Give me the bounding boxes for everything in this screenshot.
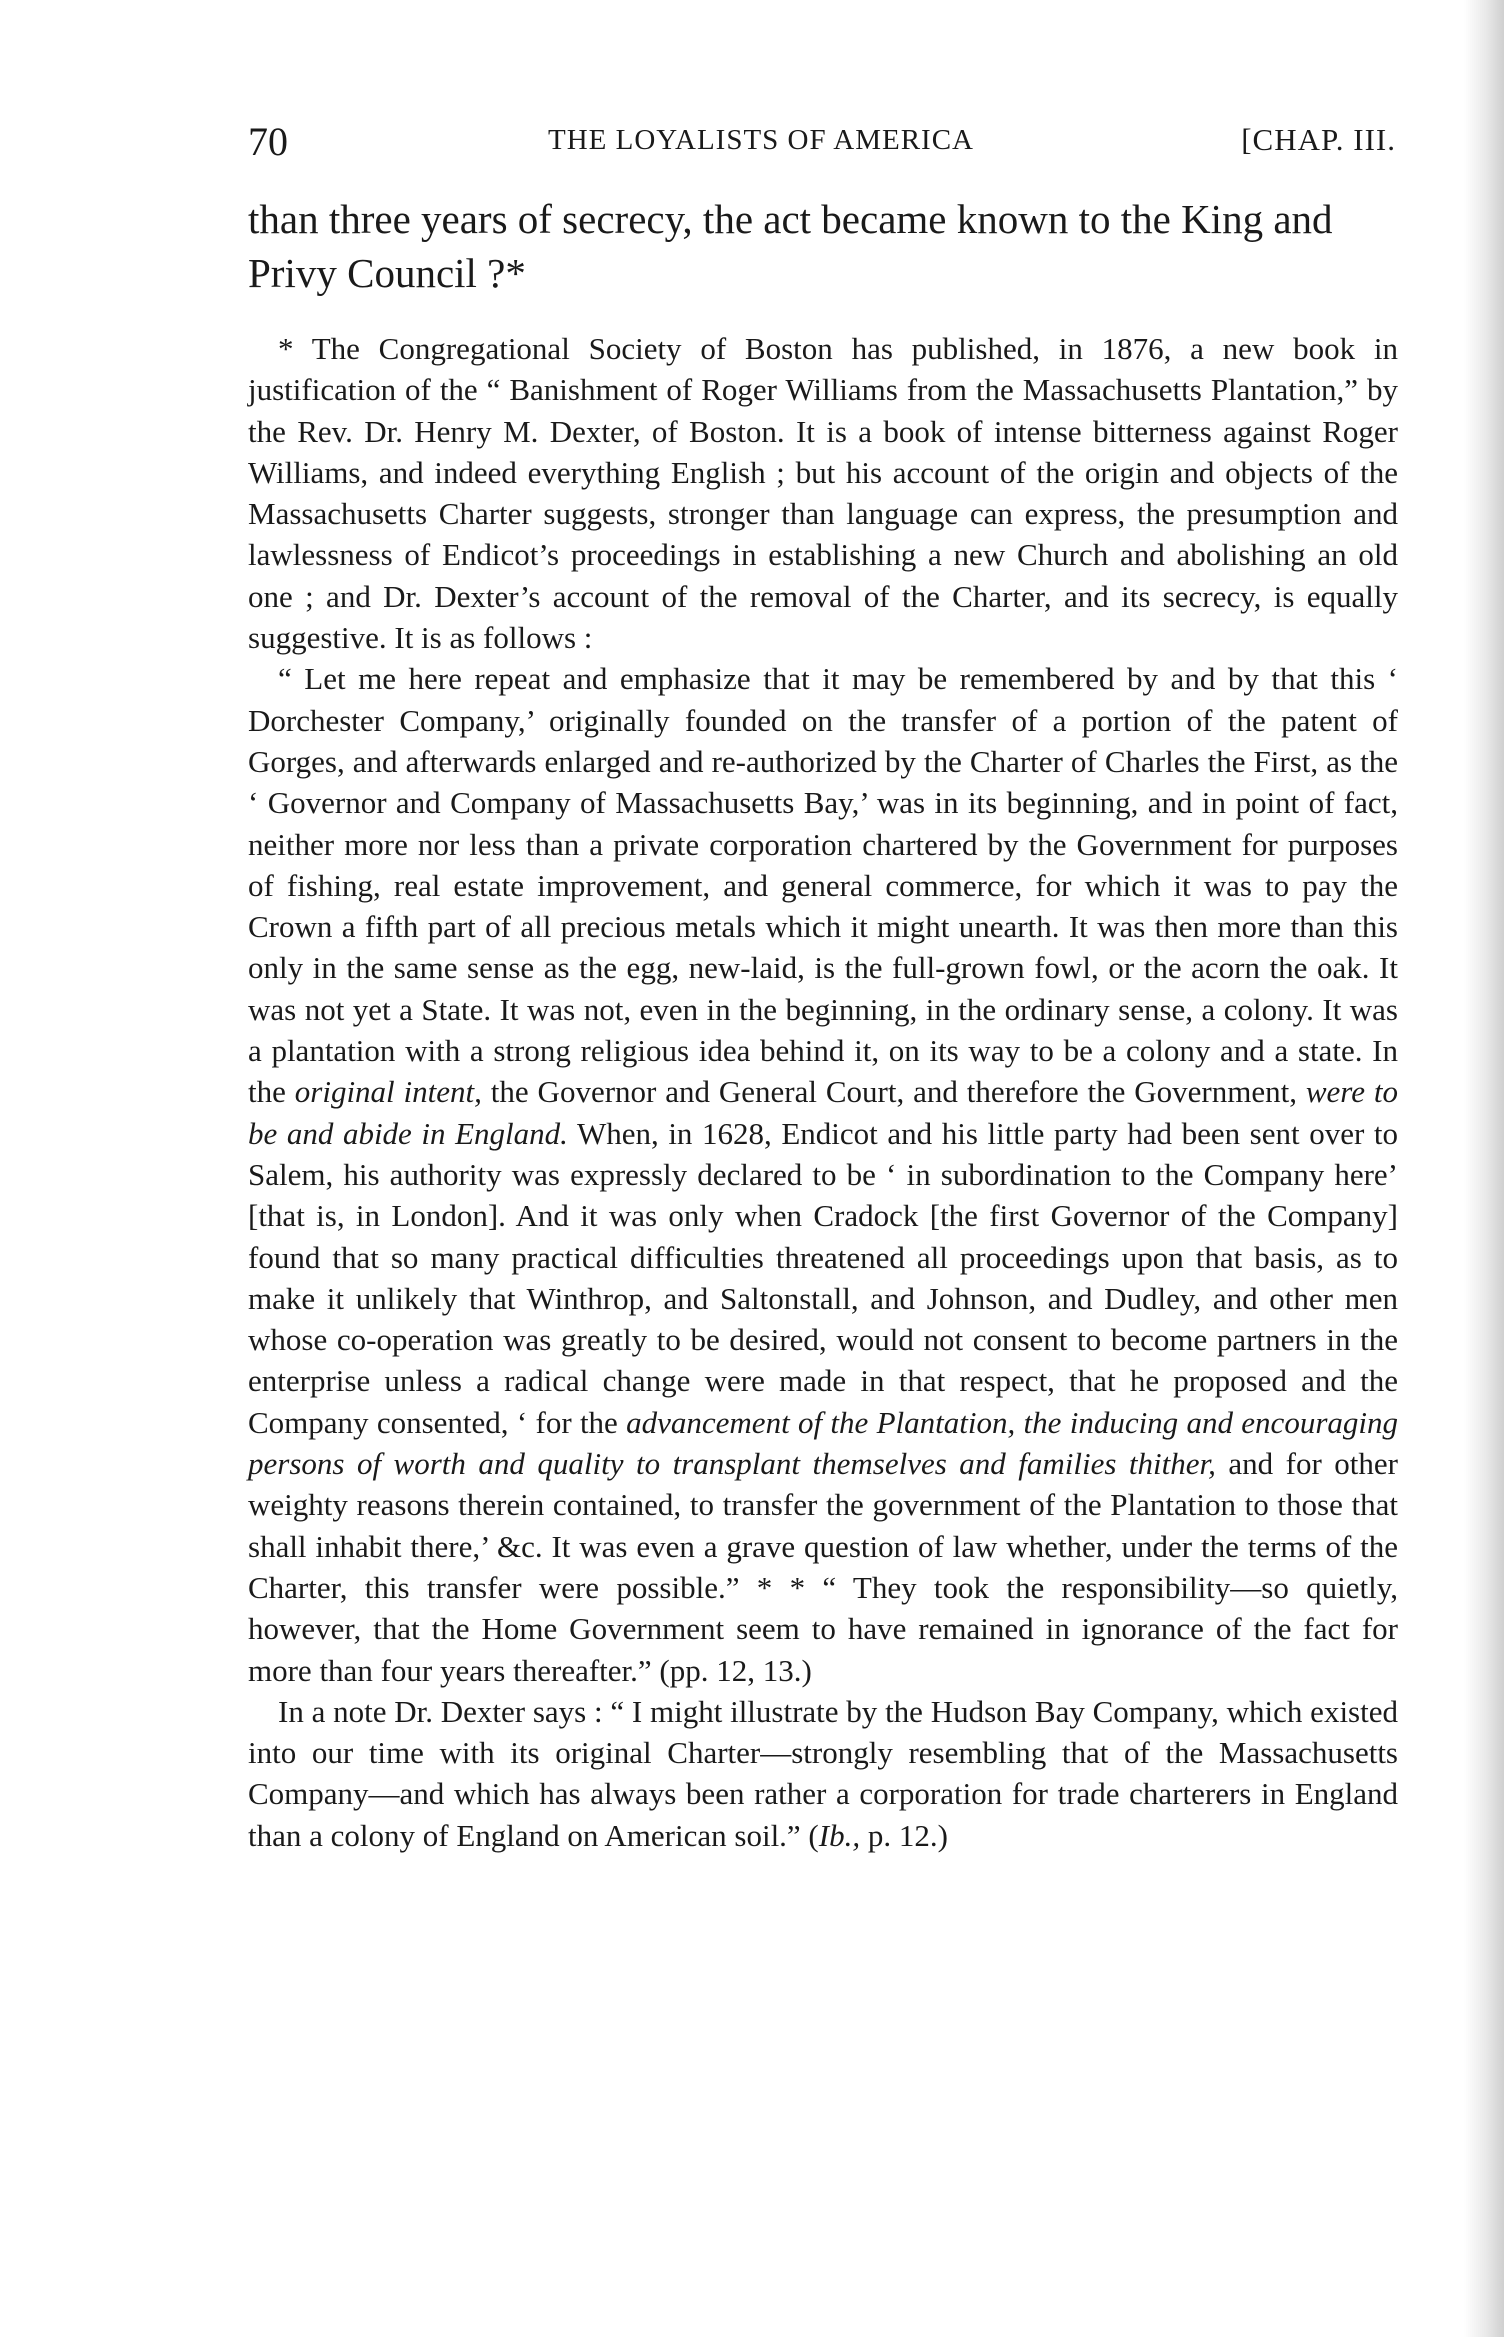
closing-text-1: In a note Dr. Dexter says : “ I might illustrate by the Hudson Bay Company, which existed into our time with its original Charter—strongly resembling that of the Massachusetts Company—and which has always been rather a corporation for trade charterers in England than a colony of England on American soil.” (	[248, 1693, 1398, 1853]
quote-text-4: and for other weighty reasons therein contained, to transfer the government of the Plantation to those that shall inhabit there,’ &c. It was even a grave question of law whether, under the terms of the Charter, this transfer were possible.” * * “ They took the responsibility—so quietly, however, that the Home Government seem to have remained in ignorance of the fact for more than four years thereafter.” (pp. 12, 13.)	[248, 1446, 1398, 1688]
quote-italic-1: original intent,	[294, 1074, 482, 1110]
quote-text-2: the Governor and General Court, and therefore the Government,	[481, 1074, 1306, 1110]
body-text-continuation: than three years of secrecy, the act became known to the King and Privy Council ?*	[248, 196, 1333, 296]
running-title: THE LOYALISTS OF AMERICA	[548, 124, 974, 156]
closing-text-2: p. 12.)	[860, 1817, 948, 1853]
quote-italic-3: advancement of the Plantation, the inducing and encouraging persons of worth and quality to transplant themselves and families thither,	[248, 1404, 1398, 1482]
chapter-label: [CHAP. III.	[1241, 122, 1396, 157]
quote-italic-2: were to be and abide in England.	[248, 1074, 1398, 1151]
footnote-intro: * The Congregational Society of Boston has published, in 1876, a new book in justification of the “ Banishment of Roger Williams from the Massachusetts Plantation,” by the Rev. Dr. Henry M. Dexter, of Boston. It is a book of intense bitterness against Roger Williams, and indeed everything English ; but his account of the origin and objects of the Massachusetts Charter suggests, stronger than language can express, the presumption and lawlessness of Endicot’s proceedings in establishing a new Church and abolishing an old one ; and Dr. Dexter’s account of the removal of the Charter, and its secrecy, is equally suggestive. It is as follows :	[248, 331, 1398, 656]
page-number: 70	[248, 119, 288, 164]
closing-italic: Ib.,	[818, 1817, 861, 1853]
dexter-quotation	[248, 658, 1398, 1690]
footnote-block	[248, 328, 1398, 1856]
quote-text-1: “ Let me here repeat and emphasize that it may be remembered by and by that this ‘ Dorchester Company,’ originally founded on the transfer of a portion of the patent of Gorges, and afterwards enlarged and re-authorized by the Charter of Charles the First, as the ‘ Governor and Company of Massachusetts Bay,’ was in its beginning, and in point of fact, neither more nor less than a private corporation chartered by the Government for purposes of fishing, real estate improvement, and general commerce, for which it was to pay the Crown a fifth part of all precious metals which it might unearth. It was then more than this only in the same sense as the egg, new-laid, is the full-grown fowl, or the acorn the oak. It was not yet a State. It was not, even in the beginning, in the ordinary sense, a colony. It was a plantation with a strong religious idea behind it, on its way to be a colony and a state. In the	[248, 661, 1398, 1110]
closing-note	[248, 1691, 1398, 1856]
page-edge-shadow	[1464, 0, 1504, 2337]
quote-text-3: When, in 1628, Endicot and his little party had been sent over to Salem, his authority was expressly declared to be ‘ in subordination to the Company here’ [that is, in London]. And it was only when Cradock [the first Governor of the Company] found that so many practical difficulties threatened all proceedings upon that basis, as to make it unlikely that Winthrop, and Saltonstall, and Johnson, and Dudley, and other men whose co-operation was greatly to be desired, would not consent to become partners in the enterprise unless a radical change were made in that respect, that he proposed and the Company consented, ‘ for the	[248, 1115, 1398, 1440]
running-header	[248, 118, 1398, 170]
